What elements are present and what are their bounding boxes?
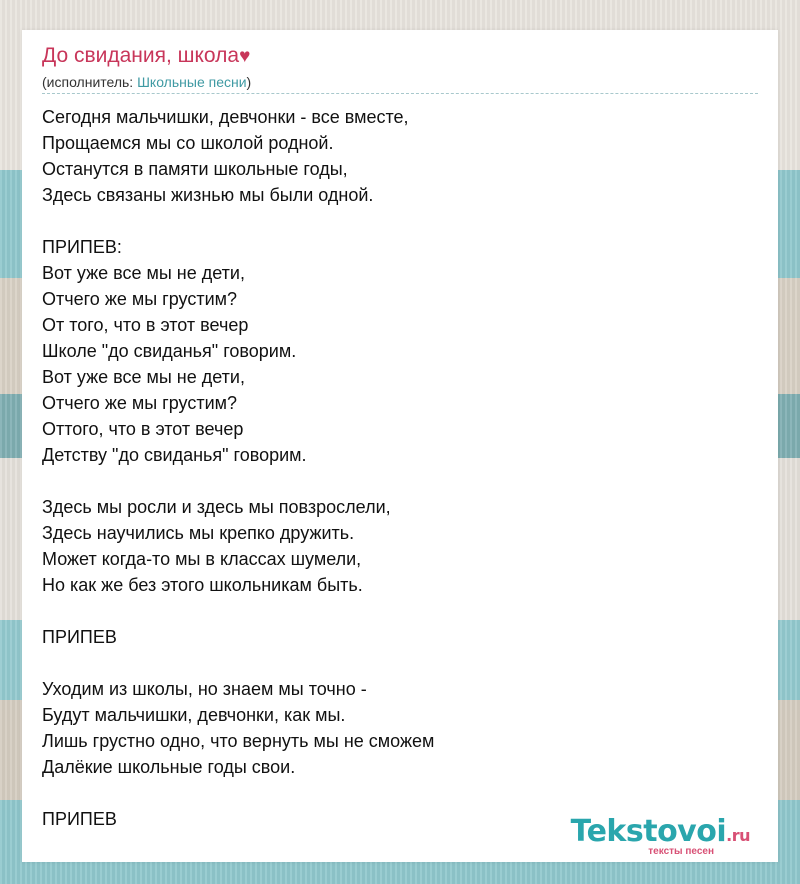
logo-wordmark xyxy=(530,816,750,852)
lyrics-line: ПРИПЕВ xyxy=(42,809,117,829)
lyrics-line: Оттого, что в этот вечер xyxy=(42,419,244,439)
performer-suffix: ) xyxy=(246,74,252,90)
performer-prefix: (исполнитель: xyxy=(42,74,138,90)
logo-name: Tekstovoi xyxy=(570,814,727,849)
lyrics-line: Будут мальчишки, девчонки, как мы. xyxy=(42,705,346,725)
lyrics-line: Прощаемся мы со школой родной. xyxy=(42,133,334,153)
lyrics-line: Может когда-то мы в классах шумели, xyxy=(42,549,362,569)
lyrics-body xyxy=(42,104,742,832)
lyrics-line: Лишь грустно одно, что вернуть мы не сможем xyxy=(42,731,435,751)
lyrics-blank-line xyxy=(42,650,742,676)
song-title-text: До свидания, школа xyxy=(42,44,240,67)
lyrics-line: Отчего же мы грустим? xyxy=(42,289,238,309)
lyrics-blank-line xyxy=(42,598,742,624)
lyrics-line: Уходим из школы, но знаем мы точно - xyxy=(42,679,367,699)
lyrics-line: Но как же без этого школьникам быть. xyxy=(42,575,363,595)
lyrics-card xyxy=(22,30,778,862)
lyrics-blank-line xyxy=(42,468,742,494)
lyrics-line: Далёкие школьные годы свои. xyxy=(42,757,296,777)
lyrics-line: Здесь связаны жизнью мы были одной. xyxy=(42,185,374,205)
lyrics-line: Здесь мы росли и здесь мы повзрослели, xyxy=(42,497,391,517)
performer-link[interactable]: Школьные песни xyxy=(137,74,247,90)
lyrics-line: Вот уже все мы не дети, xyxy=(42,263,245,283)
heart-icon: ♥ xyxy=(239,46,251,67)
lyrics-line: Школе "до свиданья" говорим. xyxy=(42,341,297,361)
performer-line xyxy=(42,74,251,90)
lyrics-line: Сегодня мальчишки, девчонки - все вместе, xyxy=(42,107,409,127)
lyrics-line: Останутся в памяти школьные годы, xyxy=(42,159,348,179)
lyrics-blank-line xyxy=(42,780,742,806)
lyrics-blank-line xyxy=(42,208,742,234)
lyrics-line: Отчего же мы грустим? xyxy=(42,393,238,413)
site-logo[interactable] xyxy=(530,816,750,860)
logo-tagline: тексты песен xyxy=(648,846,714,857)
logo-tld: .ru xyxy=(726,826,750,845)
lyrics-line: ПРИПЕВ xyxy=(42,627,117,647)
song-title xyxy=(42,44,250,68)
lyrics-line: Здесь научились мы крепко дружить. xyxy=(42,523,355,543)
title-divider xyxy=(42,93,758,94)
lyrics-line: От того, что в этот вечер xyxy=(42,315,249,335)
lyrics-line: Детству "до свиданья" говорим. xyxy=(42,445,307,465)
lyrics-line: Вот уже все мы не дети, xyxy=(42,367,245,387)
lyrics-line: ПРИПЕВ: xyxy=(42,237,122,257)
